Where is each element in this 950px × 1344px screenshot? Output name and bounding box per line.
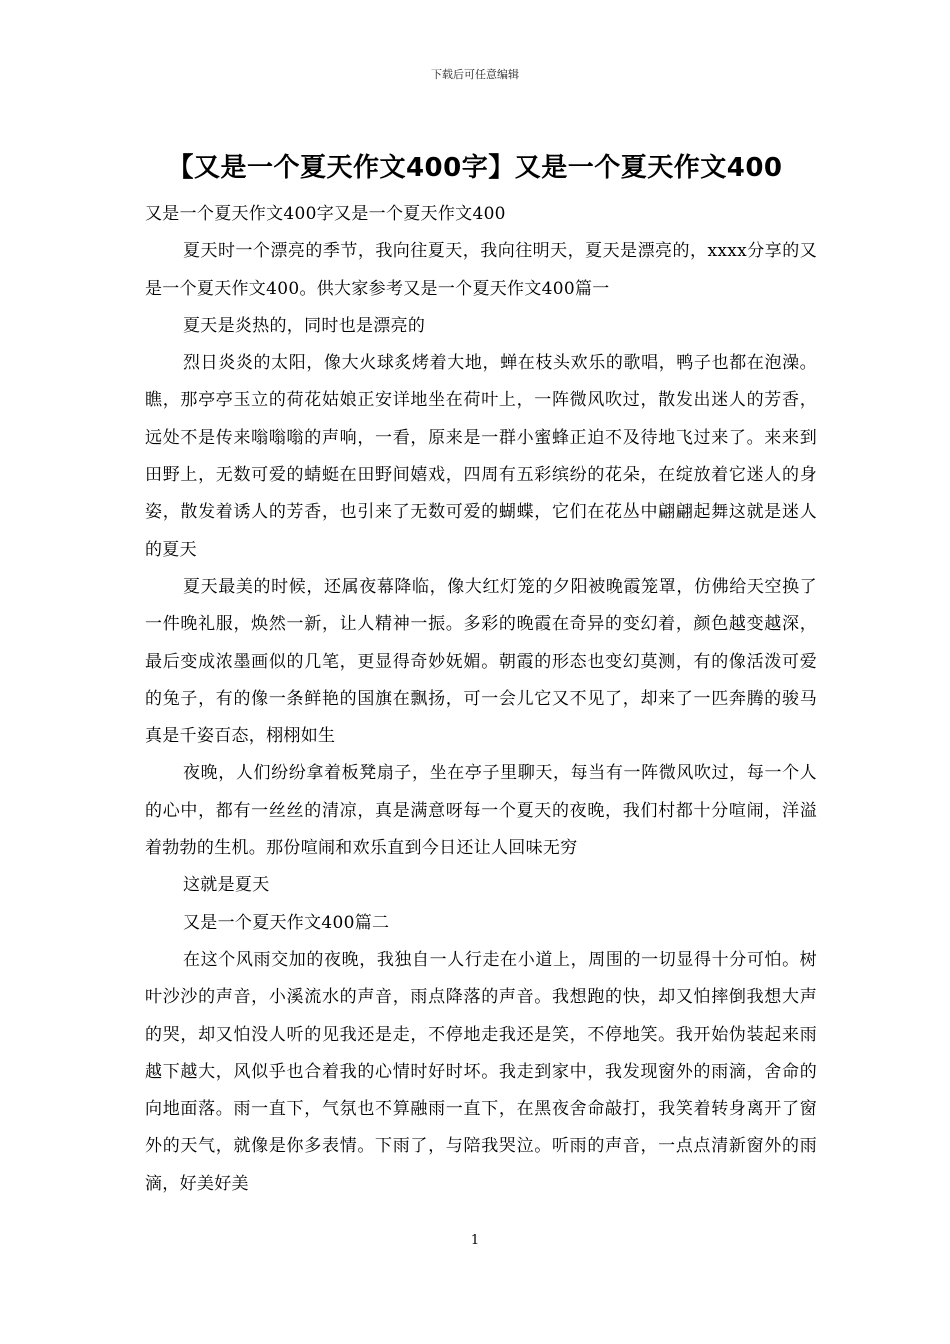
body-paragraph: 夏天最美的时候，还属夜幕降临，像大红灯笼的夕阳被晚霞笼罩，仿佛给天空换了一件晚礼服，焕然一新，让人精神一振。多彩的晚霞在奇异的变幻着，颜色越变越深，最后变成浓墨画似的几笔，更显得奇妙妩媚。朝霞的形态也变幻莫测，有的像活泼可爱的兔子，有的像一条鲜艳的国旗在飘扬，可一会儿它又不见了，却来了一匹奔腾的骏马真是千姿百态，栩栩如生 (145, 576, 817, 747)
section-heading: 又是一个夏天作文400篇二 (183, 912, 390, 933)
body-paragraph: 烈日炎炎的太阳，像大火球炙烤着大地，蝉在枝头欢乐的歌唱，鸭子也都在泡澡。瞧，那亭亭玉立的荷花姑娘正安详地坐在荷叶上，一阵微风吹过，散发出迷人的芳香，远处不是传来嗡嗡嗡的声响，一看，原来是一群小蜜蜂正迫不及待地飞过来了。来来到田野上，无数可爱的蜻蜓在田野间嬉戏，四周有五彩缤纷的花朵，在绽放着它迷人的身姿，散发着诱人的芳香，也引来了无数可爱的蝴蝶，它们在花丛中翩翩起舞这就是迷人的夏天 (145, 353, 817, 560)
document-body (145, 196, 817, 1203)
header-note: 下载后可任意编辑 (431, 68, 519, 81)
body-paragraph: 这就是夏天 (183, 875, 270, 896)
document-title: 【又是一个夏天作文400字】又是一个夏天作文400 (167, 153, 783, 183)
body-paragraph: 在这个风雨交加的夜晚，我独自一人行走在小道上，周围的一切显得十分可怕。树叶沙沙的声音，小溪流水的声音，雨点降落的声音。我想跑的快，却又怕摔倒我想大声的哭，却又怕没人听的见我还是走，不停地走我还是笑，不停地笑。我开始伪装起来雨越下越大，风似乎也合着我的心情时好时坏。我走到家中，我发现窗外的雨滴，舍命的向地面落。雨一直下，气氛也不算融雨一直下，在黑夜舍命敲打，我笑着转身离开了窗外的天气，就像是你多表情。下雨了，与陪我哭泣。听雨的声音，一点点清新窗外的雨滴，好美好美 (145, 949, 817, 1194)
body-paragraph: 夏天时一个漂亮的季节，我向往夏天，我向往明天，夏天是漂亮的，xxxx分享的又是一个夏天作文400。供大家参考又是一个夏天作文400篇一 (145, 241, 817, 299)
page-number: 1 (470, 1233, 480, 1248)
body-paragraph: 又是一个夏天作文400字又是一个夏天作文400 (145, 204, 506, 224)
body-paragraph: 夜晚，人们纷纷拿着板凳扇子，坐在亭子里聊天，每当有一阵微风吹过，每一个人的心中，都有一丝丝的清凉，真是满意呀每一个夏天的夜晚，我们村都十分喧闹，洋溢着勃勃的生机。那份喧闹和欢乐直到今日还让人回味无穷 (145, 763, 817, 859)
body-paragraph: 夏天是炎热的，同时也是漂亮的 (183, 315, 426, 336)
